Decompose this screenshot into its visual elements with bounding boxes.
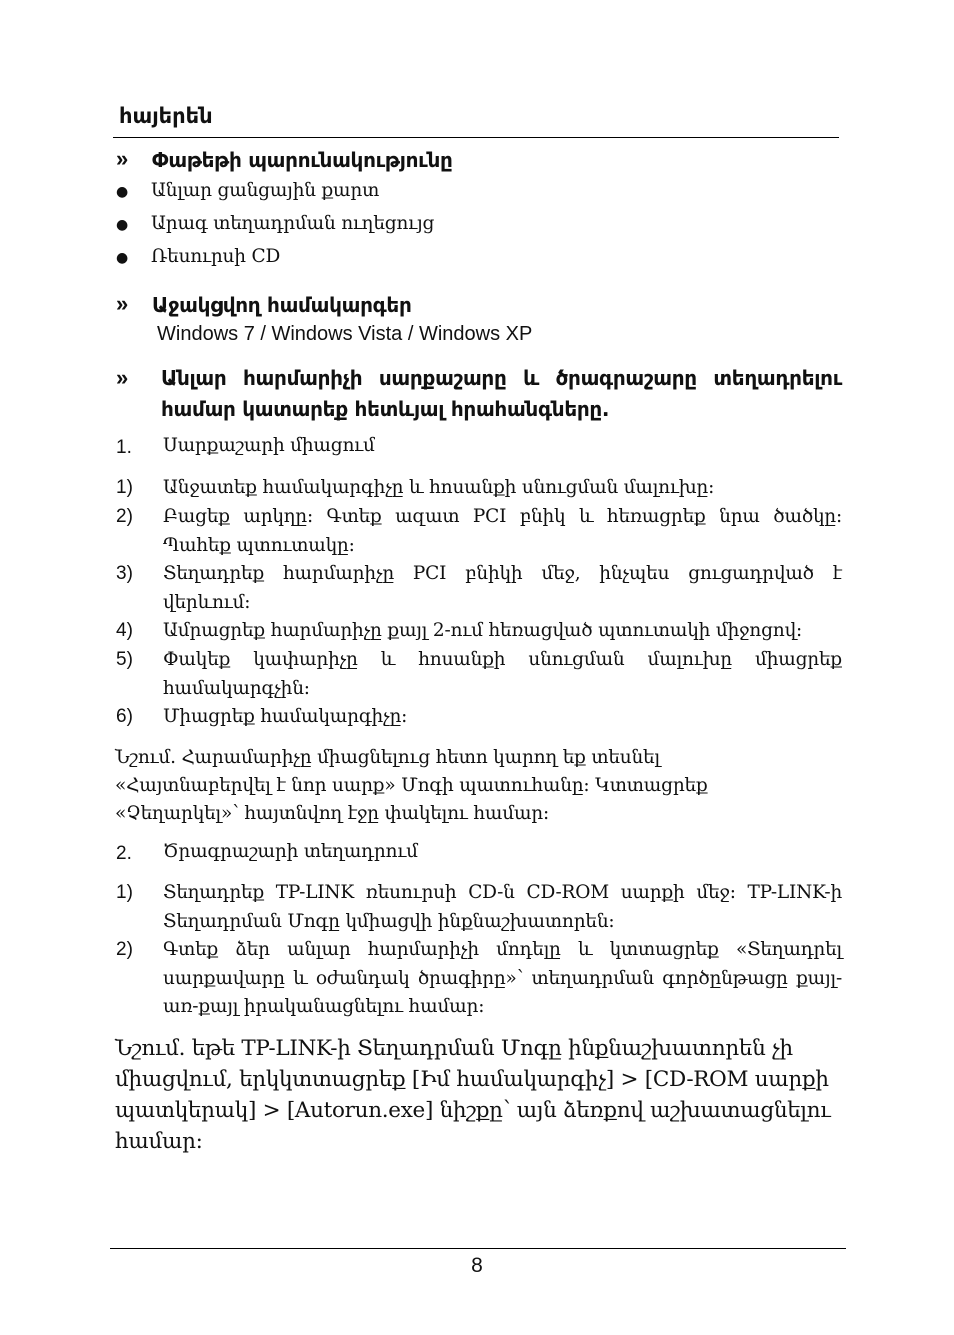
hardware-step: Անջատեք համակարգիչը և հոսանքի սնուցման մալուխը: [163,477,715,498]
header-divider [113,137,839,138]
bullet-icon: ● [116,184,129,200]
hardware-note-line2: «Հայտնաբերվել է նոր սարք» Մոգի պատուհանը: Կտտացրեք [115,775,708,796]
section-marker: » [116,291,129,316]
step-number: 6) [116,706,133,727]
package-item: Ռեսուրսի CD [151,246,281,267]
install-intro-line2: համար կատարեք հետևյալ հրահանգները. [161,397,610,421]
step-number: 3) [116,563,133,584]
page-number: 8 [471,1254,483,1277]
hardware-step: Տեղադրեք հարմարիչը PCI բնիկի մեջ, ինչպես ցուցադրված է վերևում: [163,563,842,613]
install-intro-line1: Անլար հարմարիչի սարքաշարը և ծրագրաշարը տեղադրելու [161,366,842,390]
step-number: 5) [116,649,133,670]
software-step: Գտեք ձեր անլար հարմարիչի մոդելը և կտտացրեք «Տեղադրել սարքավարը և օժանդակ ծրագիրը»՝ տեղադրման գործընթացը քայլ-առ-քայլ իրականացնելու համար: [163,939,842,1017]
hardware-step: Միացրեք համակարգիչը: [163,706,408,727]
software-note-line4: համար: [115,1129,203,1154]
software-note-line1: Նշում. եթե TP-LINK-ի Տեղադրման Մոգը ինքնաշխատորեն չի [115,1036,793,1061]
hardware-note-line3: «Չեղարկել»՝ հայտնվող էջը փակելու համար: [115,803,550,824]
hardware-step: Ամրացրեք հարմարիչը քայլ 2-ում հեռացված պտուտակի միջոցով: [163,620,803,641]
step-number: 2) [116,506,133,527]
supported-systems-title: Աջակցվող համակարգեր [152,293,412,317]
footer-divider [110,1248,846,1249]
hardware-title: Սարքաշարի միացում [163,435,375,456]
package-contents-title: Փաթեթի պարունակությունը [152,148,453,172]
software-title: Ծրագրաշարի տեղադրում [163,841,418,862]
hardware-number: 1. [116,437,132,458]
bullet-icon: ● [116,250,129,266]
bullet-icon: ● [116,217,129,233]
step-number: 1) [116,477,133,498]
hardware-step: Բացեք արկղը: Գտեք ազատ PCI բնիկ և հեռացրեք նրա ծածկը: Պահեք պտուտակը: [163,506,842,556]
page-header-language: հայերեն [119,104,213,128]
section-marker: » [116,365,129,390]
package-item: Արագ տեղադրման ուղեցույց [151,213,435,234]
supported-systems-list: Windows 7 / Windows Vista / Windows XP [157,323,533,345]
package-item: Անլար ցանցային քարտ [151,180,380,201]
step-number: 4) [116,620,133,641]
step-number: 2) [116,939,133,960]
step-number: 1) [116,882,133,903]
hardware-step: Փակեք կափարիչը և հոսանքի սնուցման մալուխը միացրեք համակարգչին: [163,649,842,699]
software-note-line3: պատկերակ] > [Autorun.exe] նիշքը՝ այն ձեռքով աշխատացնելու [115,1098,831,1123]
software-step: Տեղադրեք TP-LINK ռեսուրսի CD-ն CD-ROM սարքի մեջ: TP-LINK-ի Տեղադրման Մոգը կմիացվի ինքնաշխատորեն: [163,882,842,932]
hardware-note-line1: Նշում. Հարամարիչը միացնելուց հետո կարող եք տեսնել [115,747,660,768]
section-marker: » [116,146,129,171]
software-note-line2: միացվում, երկկտտացրեք [Իմ համակարգիչ] > [CD-ROM սարքի [115,1067,829,1092]
software-number: 2. [116,843,132,864]
